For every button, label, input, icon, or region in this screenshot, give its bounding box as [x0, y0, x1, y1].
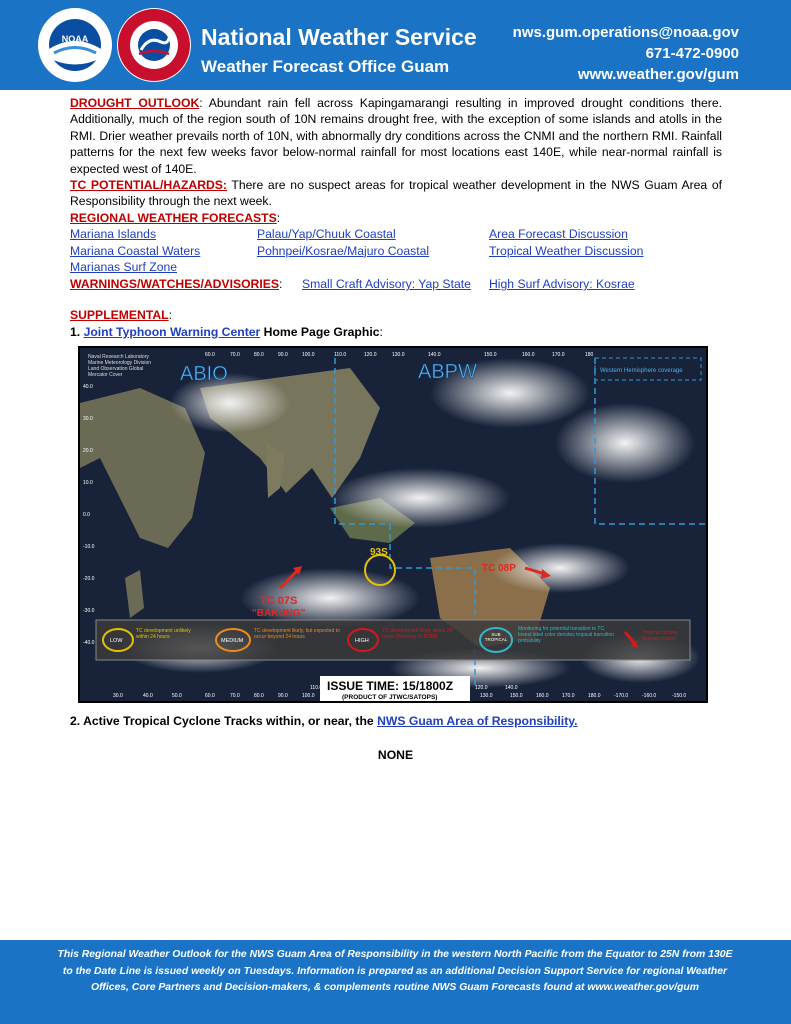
issue-time: ISSUE TIME: 15/1800Z — [327, 679, 454, 693]
section-2-prefix: 2. Active Tropical Cyclone Tracks within, or near, the — [70, 714, 378, 728]
lon-top-tick: 120.0 — [364, 352, 377, 358]
link-small-craft-advisory-yap[interactable]: Small Craft Advisory: Yap State — [302, 277, 471, 292]
lon-bottom-tick: 140.0 — [505, 685, 518, 691]
tc07s-name: "BAKUNG" — [252, 608, 306, 619]
tc07s-label[interactable]: TC 07S — [260, 595, 298, 607]
lon-top-tick: 100.0 — [302, 352, 315, 358]
link-pohnpei-kosrae-majuro-coastal[interactable]: Pohnpei/Kosrae/Majuro Coastal — [257, 243, 430, 258]
warnings-row — [70, 276, 722, 294]
regional-forecasts-colon: : — [276, 210, 281, 225]
link-area-forecast-discussion[interactable]: Area Forecast Discussion — [489, 227, 628, 242]
warnings-label: WARNINGS/WATCHES/ADVISORIES — [70, 277, 280, 292]
lat-tick: 30.0 — [83, 416, 93, 422]
header-contact — [513, 22, 739, 85]
lon-bottom-tick: -160.0 — [642, 693, 657, 699]
lon-top-tick: 140.0 — [428, 352, 441, 358]
section-2-heading — [70, 714, 578, 728]
noaa-logo[interactable] — [38, 8, 112, 82]
supplemental-item-1 — [70, 324, 722, 340]
legend-low-badge: LOW — [110, 638, 123, 644]
lon-bottom-tick: 110.0 — [310, 685, 323, 691]
item1-suffix: Home Page Graphic — [260, 324, 380, 339]
lat-tick: -10.0 — [83, 544, 95, 550]
lon-bottom-tick: 160.0 — [536, 693, 549, 699]
coverage-note: Western Hemisphere coverage — [600, 368, 683, 374]
lon-bottom-tick: 150.0 — [510, 693, 523, 699]
lon-bottom-tick: 60.0 — [205, 693, 215, 699]
svg-text:NOAA: NOAA — [61, 34, 89, 44]
lon-bottom-tick: 50.0 — [172, 693, 182, 699]
credit-line-3: Land Observation Global — [88, 366, 144, 372]
supplemental-heading — [70, 307, 722, 323]
link-marianas-surf-zone[interactable]: Marianas Surf Zone — [70, 260, 178, 275]
link-jtwc[interactable]: Joint Typhoon Warning Center — [83, 324, 261, 339]
region-label-abio: ABIO — [180, 363, 228, 385]
issue-time-product: (PRODUCT OF JTWC/SATOPS) — [342, 694, 438, 701]
lon-top-tick: 180 — [585, 352, 594, 358]
lon-top-tick: 170.0 — [552, 352, 565, 358]
lon-bottom-tick: 180.0 — [588, 693, 601, 699]
supplemental-label: SUPPLEMENTAL — [70, 308, 169, 323]
warnings-colon: : — [279, 277, 283, 292]
lon-bottom-tick: 170.0 — [562, 693, 575, 699]
link-mariana-coastal-waters[interactable]: Mariana Coastal Waters — [70, 243, 201, 258]
jtwc-satellite-graphic[interactable] — [78, 346, 708, 703]
lon-top-tick: 60.0 — [205, 352, 215, 358]
lon-top-tick: 130.0 — [392, 352, 405, 358]
page-footer — [0, 940, 791, 1024]
lon-top-tick: 70.0 — [230, 352, 240, 358]
lat-tick: -30.0 — [83, 608, 95, 614]
lat-tick: 20.0 — [83, 448, 93, 454]
link-high-surf-advisory-kosrae[interactable]: High Surf Advisory: Kosrae — [489, 277, 635, 292]
region-label-abpw: ABPW — [418, 361, 477, 383]
active-tracks-none: NONE — [377, 748, 414, 762]
lat-tick: -40.0 — [83, 640, 95, 646]
credit-line-1: Naval Research Laboratory — [88, 354, 149, 360]
drought-outlook-text: : Abundant rain fell across Kapingamarangi resulting in improved drought conditions there. Additionally, much of the region south of 10N remains drought free, with the exception of some islands and atolls in the RMI. Drier weather prevails north of 10N, with abnormally dry conditions across the CNMI and the northern RMI. Rainfall patterns for the next few weeks favor below-normal rainfall for most locations east 140E, while near-normal rainfall is expected west of 140E. — [70, 96, 722, 176]
lon-top-tick: 90.0 — [278, 352, 288, 358]
lon-top-tick: 110.0 — [334, 352, 347, 358]
lon-top-tick: 160.0 — [522, 352, 535, 358]
legend-high-badge: HIGH — [355, 638, 369, 644]
header-title: National Weather Service — [201, 24, 477, 50]
lon-bottom-tick: 100.0 — [302, 693, 315, 699]
link-palau-yap-chuuk-coastal[interactable]: Palau/Yap/Chuuk Coastal — [257, 227, 396, 242]
header-email[interactable]: nws.gum.operations@noaa.gov — [512, 24, 739, 41]
footer-line-3: Offices, Core Partners and Decision-makers, & complements routine NWS Guam Forecasts found at www.weather.gov/gum — [91, 982, 699, 993]
page-header — [0, 0, 791, 90]
header-website[interactable]: www.weather.gov/gum — [577, 66, 739, 83]
header-phone: 671-472-0900 — [645, 45, 739, 62]
regional-forecasts-label: REGIONAL WEATHER FORECASTS — [70, 210, 277, 225]
lat-tick: 10.0 — [83, 480, 93, 486]
lon-bottom-tick: -150.0 — [672, 693, 687, 699]
header-subtitle: Weather Forecast Office Guam — [201, 57, 450, 76]
footer-text — [50, 947, 740, 997]
tc-potential-label: TC POTENTIAL/HAZARDS: — [70, 178, 227, 193]
legend-subtropical-text: Monitoring for potential transition to TC. Invest label color denotes tropical transition probability — [518, 626, 614, 644]
legend-medium-badge: MEDIUM — [221, 638, 244, 644]
main-content — [70, 95, 722, 340]
legend-high-text: TC development likely within 24 hours (Warning or TCFA) — [382, 628, 453, 640]
link-mariana-islands[interactable]: Mariana Islands — [70, 227, 157, 242]
lon-bottom-tick: -170.0 — [614, 693, 629, 699]
tc-potential-text: There are no suspect areas for tropical weather development in the NWS Guam Area of Responsibility through the next week. — [70, 178, 723, 209]
footer-line-2: to the Date Line is issued weekly on Tuesdays. Information is prepared as an additional Decision Support Service for regional Weather — [62, 965, 728, 977]
lon-bottom-tick: 90.0 — [278, 693, 288, 699]
lon-top-tick: 80.0 — [254, 352, 264, 358]
item1-number: 1. — [70, 324, 84, 339]
item1-colon: : — [379, 324, 383, 339]
legend-medium-text: TC development likely, but expected to occur beyond 24 hours — [254, 628, 340, 640]
lon-bottom-tick: 30.0 — [113, 693, 123, 699]
supplemental-colon: : — [168, 308, 173, 323]
lon-bottom-tick: 70.0 — [230, 693, 240, 699]
lon-bottom-tick: 40.0 — [143, 693, 153, 699]
lon-top-tick: 150.0 — [484, 352, 497, 358]
credit-line-4: Mercator Cover — [88, 372, 123, 378]
credit-line-2: Marine Meteorology Division — [88, 360, 152, 366]
link-tropical-weather-discussion[interactable]: Tropical Weather Discussion — [489, 243, 644, 258]
regional-forecast-links — [70, 226, 722, 276]
drought-outlook-label: DROUGHT OUTLOOK — [70, 96, 200, 110]
lat-tick: -20.0 — [83, 576, 95, 582]
tc08p-label[interactable]: TC 08P — [482, 563, 516, 574]
jtwc-map-svg — [80, 348, 706, 701]
legend-subtropical-badge: SUB TROPICAL — [484, 632, 508, 642]
nws-logo[interactable] — [117, 8, 191, 82]
link-nws-guam-aor[interactable]: NWS Guam Area of Responsibility. — [377, 714, 578, 728]
lon-bottom-tick: 130.0 — [480, 693, 493, 699]
lat-tick: 0.0 — [83, 512, 90, 518]
lat-tick: 40.0 — [83, 384, 93, 390]
lon-bottom-tick: 120.0 — [475, 685, 488, 691]
footer-line-1: This Regional Weather Outlook for the NWS Guam Area of Responsibility in the western North Pacific from the Equator to 25N from 130E — [57, 949, 733, 960]
drought-outlook-section — [70, 95, 722, 177]
tc-potential-section — [70, 177, 722, 210]
invest-93s-label: 93S — [370, 547, 388, 558]
legend-motion-text: Tropical cyclone forecast motion — [642, 630, 678, 642]
regional-forecasts-heading — [70, 210, 722, 226]
legend-low-text: TC development unlikely within 24 hours — [136, 628, 191, 640]
lon-bottom-tick: 80.0 — [254, 693, 264, 699]
